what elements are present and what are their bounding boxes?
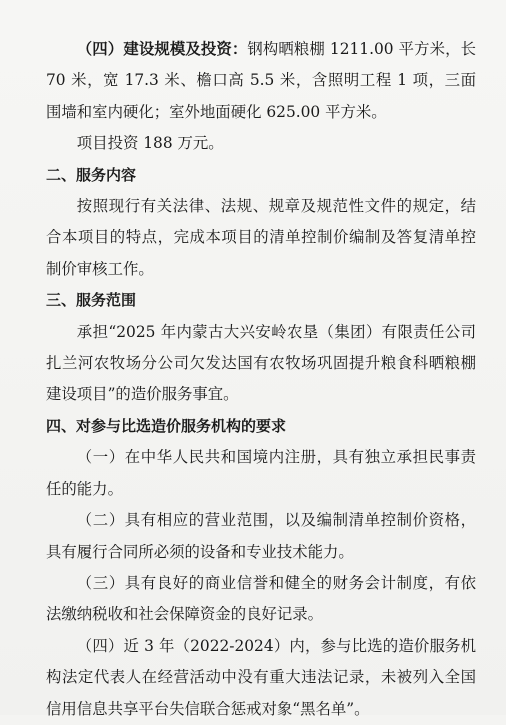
investment-amount: 项目投资 188 万元。 <box>76 134 224 153</box>
requirement-item-3: （三）具有良好的商业信誉和健全的财务会计制度，有依法缴纳税收和社会保障资金的良好记录。 <box>46 573 476 624</box>
service-content-paragraph: 按照现行有关法律、法规、规章及规范性文件的规定，结合本项目的特点，完成本项目的清单控制价编制及答复清单控制价审核工作。 <box>46 197 476 278</box>
scale-investment-paragraph <box>46 34 476 128</box>
scale-investment-text: 钢构晒粮棚 1211.00 平方米，长 70 米，宽 17.3 米、檐口高 5.5 米，含照明工程 1 项，三面围墙和室内硬化；室外地面硬化 625.00 平方米。 <box>46 40 476 121</box>
section-heading-requirements: 四、对参与比选造价服务机构的要求 <box>46 416 287 435</box>
service-scope-paragraph: 承担“2025 年内蒙古大兴安岭农垦（集团）有限责任公司扎兰河农牧场分公司欠发达国有农牧场巩固提升粮食科晒粮棚建设项目”的造价服务事宜。 <box>46 322 476 404</box>
requirement-item-2: （二）具有相应的营业范围，以及编制清单控制价资格，具有履行合同所必须的设备和专业技术能力。 <box>46 511 476 561</box>
section-heading-service-content: 二、服务内容 <box>46 165 137 184</box>
section-heading-service-scope: 三、服务范围 <box>46 291 137 310</box>
requirement-item-4: （四）近 3 年（2022-2024）内，参与比选的造价服务机构法定代表人在经营活动中没有重大违法记录，未被列入全国信用信息共享平台失信联合惩戒对象“黑名单”。 <box>46 636 476 718</box>
scale-investment-label: （四）建设规模及投资： <box>76 40 248 58</box>
document-body <box>46 34 476 725</box>
requirement-item-1: （一）在中华人民共和国境内注册，具有独立承担民事责任的能力。 <box>46 448 476 498</box>
